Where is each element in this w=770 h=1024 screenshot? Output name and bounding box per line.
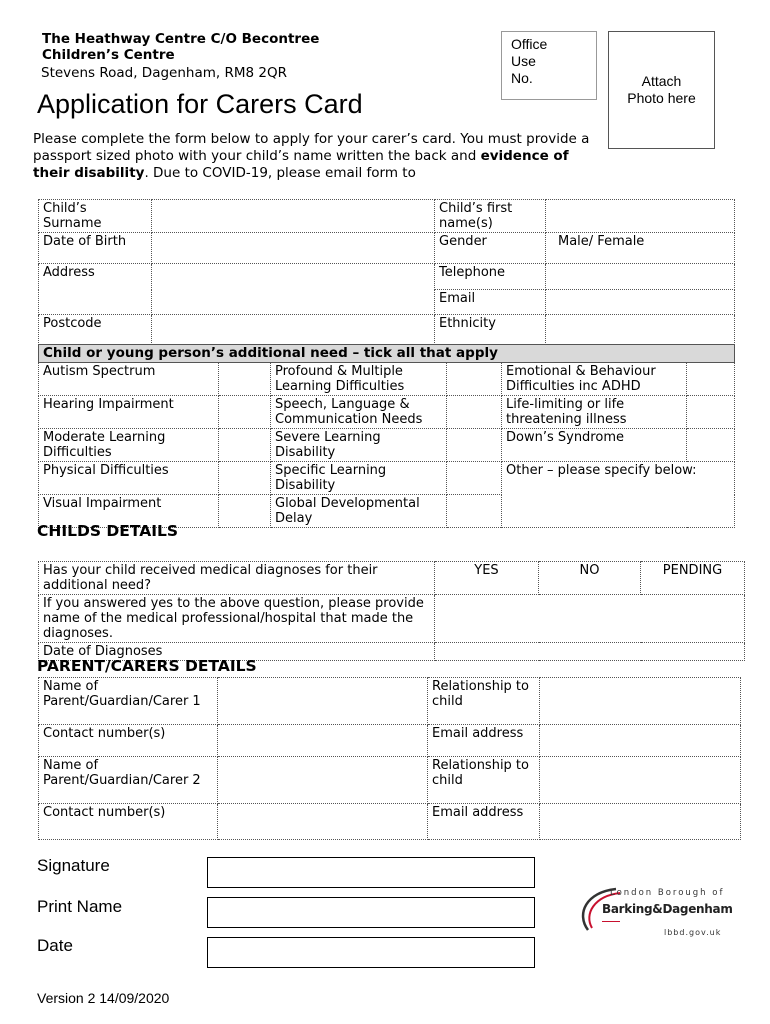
email-label: Email: [435, 290, 546, 315]
ethnicity-label: Ethnicity: [435, 315, 546, 345]
childs-details-table: [38, 561, 745, 661]
gender-label: Gender: [435, 233, 546, 264]
childs-details-heading: CHILDS DETAILS: [37, 522, 179, 540]
signature-label: Signature: [37, 856, 110, 875]
parent2-relationship-label: Relationship to child: [428, 757, 540, 804]
need-label: Down’s Syndrome: [502, 429, 687, 462]
need-label: Profound & Multiple Learning Difficulties: [271, 363, 447, 396]
parent1-contact-field[interactable]: [218, 725, 428, 757]
need-label: Hearing Impairment: [39, 396, 219, 429]
dob-field[interactable]: [152, 233, 435, 264]
parent1-email-field[interactable]: [540, 725, 741, 757]
address-label: Address: [39, 264, 152, 315]
child-info-table: [38, 199, 735, 345]
parent2-contact-label: Contact number(s): [39, 804, 218, 840]
parent2-email-label: Email address: [428, 804, 540, 840]
telephone-label: Telephone: [435, 264, 546, 290]
parent1-email-label: Email address: [428, 725, 540, 757]
first-name-field[interactable]: [546, 200, 735, 233]
organisation-name: The Heathway Centre C/O Becontree Children’s Centre: [42, 31, 320, 63]
need-tick-box[interactable]: [219, 429, 271, 462]
other-specify-field[interactable]: Other – please specify below:: [502, 462, 735, 528]
postcode-label: Postcode: [39, 315, 152, 345]
need-label: Physical Difficulties: [39, 462, 219, 495]
parent1-relationship-field[interactable]: [540, 678, 741, 725]
logo-line1: London Borough of: [610, 888, 725, 898]
need-label: Life-limiting or life threatening illness: [502, 396, 687, 429]
need-label: Emotional & Behaviour Difficulties inc ADHD: [502, 363, 687, 396]
need-label: Speech, Language & Communication Needs: [271, 396, 447, 429]
need-tick-box[interactable]: [219, 495, 271, 528]
need-tick-box[interactable]: [219, 462, 271, 495]
need-tick-box[interactable]: [447, 363, 502, 396]
attach-photo-box[interactable]: Attach Photo here: [608, 31, 715, 149]
parent2-email-field[interactable]: [540, 804, 741, 840]
page-title: Application for Carers Card: [37, 89, 363, 119]
gender-field[interactable]: Male/ Female: [546, 233, 735, 264]
lbbd-logo: [576, 884, 733, 944]
office-use-box: [501, 31, 597, 100]
logo-rule: [602, 921, 620, 922]
need-tick-box[interactable]: [687, 429, 735, 462]
surname-label: Child’s Surname: [39, 200, 152, 233]
diagnosis-date-field[interactable]: [435, 643, 745, 661]
parent1-relationship-label: Relationship to child: [428, 678, 540, 725]
parent1-name-label: Name of Parent/Guardian/Carer 1: [39, 678, 218, 725]
date-label: Date: [37, 936, 73, 955]
intro-text: Please complete the form below to apply for your carer’s card. You must provide a passport sized photo with your child’s name written the back and evidence of their disability. Due to COVID-19, please email form to: [33, 131, 590, 181]
parent2-contact-field[interactable]: [218, 804, 428, 840]
yes-option[interactable]: YES: [435, 562, 539, 595]
diagnosis-question: Has your child received medical diagnoses for their additional need?: [39, 562, 435, 595]
surname-field[interactable]: [152, 200, 435, 233]
no-option[interactable]: NO: [539, 562, 641, 595]
parent-details-heading: PARENT/CARERS DETAILS: [37, 657, 257, 675]
office-use-line: Office: [511, 36, 548, 52]
office-use-line: Use: [511, 53, 536, 69]
need-tick-box[interactable]: [687, 396, 735, 429]
logo-line2: Barking&Dagenham: [602, 902, 733, 916]
need-tick-box[interactable]: [219, 396, 271, 429]
need-tick-box[interactable]: [687, 363, 735, 396]
parent-details-table: [38, 677, 741, 840]
parent2-name-field[interactable]: [218, 757, 428, 804]
need-tick-box[interactable]: [447, 429, 502, 462]
postcode-field[interactable]: [152, 315, 435, 345]
first-name-label: Child’s first name(s): [435, 200, 546, 233]
dob-label: Date of Birth: [39, 233, 152, 264]
signature-field[interactable]: [207, 857, 535, 888]
professional-question: If you answered yes to the above question, please provide name of the medical professional/hospital that made the diagnoses.: [39, 595, 435, 643]
need-label: Global Developmental Delay: [271, 495, 447, 528]
telephone-field[interactable]: [546, 264, 735, 290]
need-label: Severe Learning Disability: [271, 429, 447, 462]
logo-url: lbbd.gov.uk: [664, 928, 722, 937]
need-label: Autism Spectrum: [39, 363, 219, 396]
organisation-address: Stevens Road, Dagenham, RM8 2QR: [41, 65, 287, 81]
print-name-label: Print Name: [37, 897, 123, 916]
needs-heading: Child or young person’s additional need – tick all that apply: [39, 345, 735, 363]
parent1-contact-label: Contact number(s): [39, 725, 218, 757]
need-tick-box[interactable]: [447, 462, 502, 495]
version-footer: Version 2 14/09/2020: [37, 990, 170, 1006]
need-tick-box[interactable]: [447, 495, 502, 528]
need-tick-box[interactable]: [219, 363, 271, 396]
additional-needs-table: [38, 344, 735, 528]
date-field[interactable]: [207, 937, 535, 968]
professional-field[interactable]: [435, 595, 745, 643]
print-name-field[interactable]: [207, 897, 535, 928]
pending-option[interactable]: PENDING: [641, 562, 745, 595]
email-field[interactable]: [546, 290, 735, 315]
need-label: Specific Learning Disability: [271, 462, 447, 495]
need-tick-box[interactable]: [447, 396, 502, 429]
address-field[interactable]: [152, 264, 435, 315]
office-use-line: No.: [511, 70, 533, 86]
need-label: Moderate Learning Difficulties: [39, 429, 219, 462]
need-label: Visual Impairment: [39, 495, 219, 528]
parent1-name-field[interactable]: [218, 678, 428, 725]
ethnicity-field[interactable]: [546, 315, 735, 345]
diagnosis-date-label: Date of Diagnoses: [39, 643, 435, 661]
parent2-relationship-field[interactable]: [540, 757, 741, 804]
parent2-name-label: Name of Parent/Guardian/Carer 2: [39, 757, 218, 804]
